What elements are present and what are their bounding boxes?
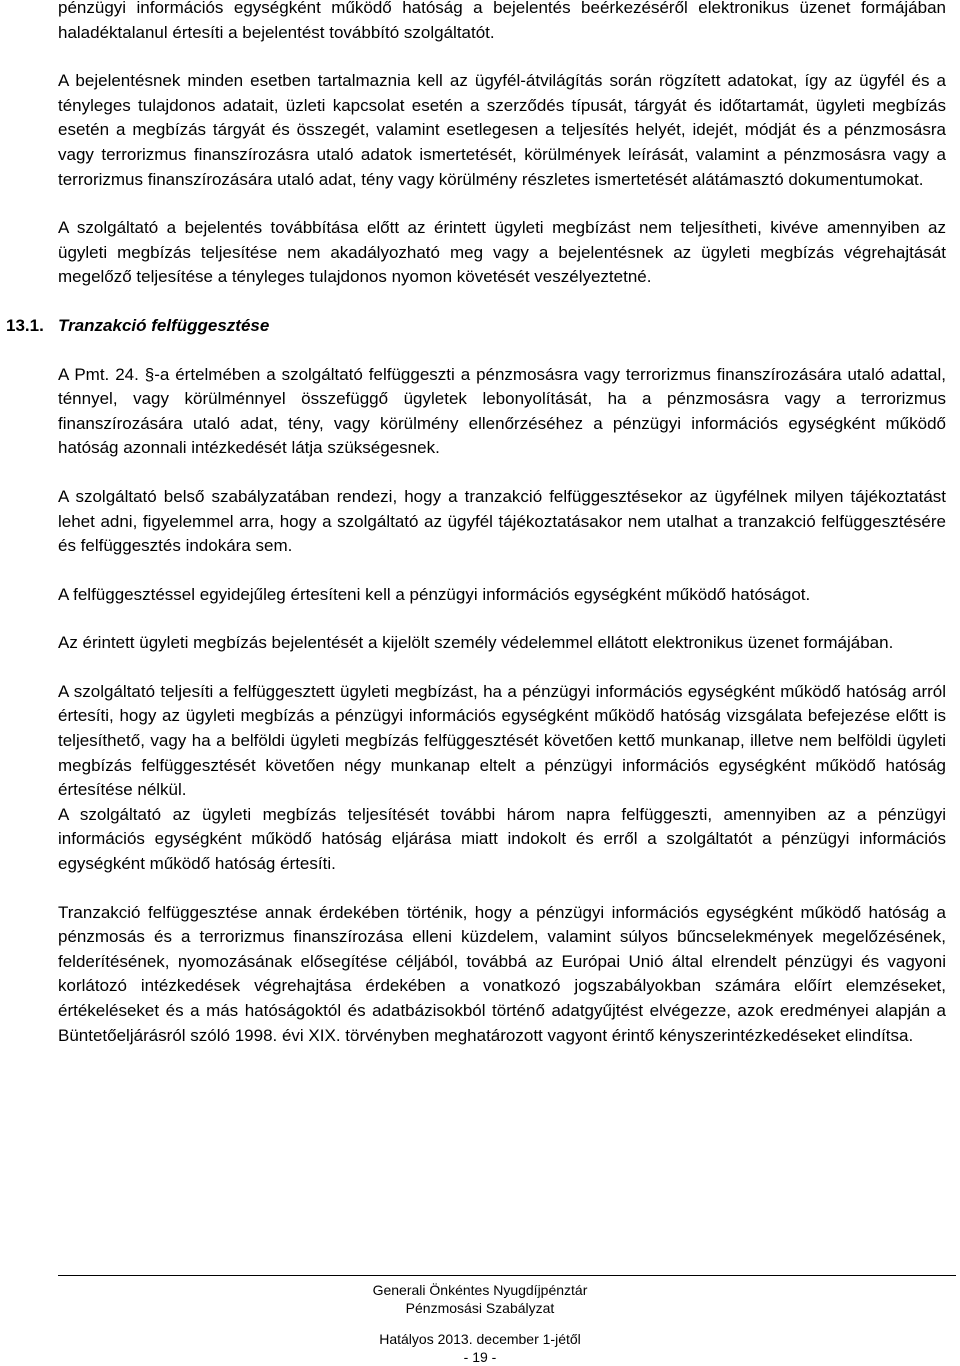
paragraph-completion-conditions: A szolgáltató teljesíti a felfüggesztett ügyleti megbízást, ha a pénzügyi információs egységként működő hatóság arról értesíti, hogy az ügyleti megbízás a pénzügyi információs egységként működő hatóság vizsgálata befejezése előtt is teljesíthető, vagy ha a belföldi ügyleti megbízás felfüggesztését követően kettő munkanap, illetve nem belföldi ügyleti megbízás felfüggesztését követően négy munkanap eltelt a pénzügyi információs egységként működő hatóság értesítése nélkül. [58,681,946,800]
page-number: - 19 - [463,1349,497,1365]
paragraph-authority-notification: A felfüggesztéssel egyidejűleg értesíteni kell a pénzügyi információs egységként működő hatóságot. [58,584,811,604]
footer-divider [58,1275,956,1276]
document-body [6,0,946,1048]
paragraph-client-information: A szolgáltató belső szabályzatában rendezi, hogy a tranzakció felfüggesztésekor az ügyfélnek milyen tájékoztatást lehet adni, figyelemmel arra, hogy a szolgáltató az ügyfél tájékoztatásakor nem utalhat a tranzakció felfüggesztésére és felfüggesztés indokára sem. [58,486,946,556]
paragraph-extended-suspension: A szolgáltató az ügyleti megbízás teljesítését további három napra felfüggeszti, amennyiben az a pénzügyi információs egységként működő hatóság eljárása miatt indokolt és erről a szolgáltatót a pénzügyi információs egységként működő hatóság értesíti. [58,804,946,874]
paragraph-suspension-purpose: Tranzakció felfüggesztése annak érdekében történik, hogy a pénzügyi információs egységként működő hatóság a pénzmosás és a terrorizmus finanszírozása elleni küzdelem, valamint súlyos bűncselekmények megelőzésének, felderítésének, nyomozásának elősegítése céljából, továbbá az Európai Unió által elrendelt pénzügyi és vagyoni korlátozó intézkedések végrehajtása érdekében a vonatkozó jogszabályokban számára előírt elemzéseket, értékeléseket és a más hatóságoktól és adatbázisokból történő adatgyűjtést elvégezze, azok eredményei alapján a Büntetőeljárásról szóló 1998. évi XIX. törvényben meghatározott vagyont érintő kényszerintézkedéseket elindítsa. [58,902,946,1045]
footer-document-title: Pénzmosási Szabályzat [405,1300,555,1316]
footer-organization: Generali Önkéntes Nyugdíjpénztár [372,1282,588,1298]
section-title: Tranzakció felfüggesztése [58,315,270,335]
section-heading [6,314,946,339]
paragraph-suspension-rule: A Pmt. 24. §-a értelmében a szolgáltató felfüggeszti a pénzmosásra vagy terrorizmus finanszírozására utaló adattal, ténnyel, vagy körülménnyel összefüggő ügyletek lebonyolítását, ha a pénzmosásra vagy a terrorizmus finanszírozására utaló adat, tény, vagy körülmény ellenőrzéséhez a pénzügyi információs egységként működő hatóság azonnali intézkedését látja szükségesnek. [58,364,946,458]
paragraph-notification: pénzügyi információs egységként működő hatóság a bejelentés beérkezéséről elektronikus üzenet formájában haladéktalanul értesíti a bejelentést továbbító szolgáltatót. [58,0,946,42]
section-number: 13.1. [6,315,44,335]
paragraph-secure-message: Az érintett ügyleti megbízás bejelentését a kijelölt személy védelemmel ellátott elektronikus üzenet formájában. [58,633,894,653]
paragraph-forwarding-restriction: A szolgáltató a bejelentés továbbítása előtt az érintett ügyleti megbízást nem teljesítheti, kivéve amennyiben az ügyleti megbízás teljesítése nem akadályozható meg vagy a bejelentésnek az ügyleti megbízás végrehajtását megelőző teljesítése a tényleges tulajdonos nyomon követését veszélyeztetné. [58,218,946,287]
footer-effective-date: Hatályos 2013. december 1-jétől [379,1331,581,1347]
paragraph-report-contents: A bejelentésnek minden esetben tartalmaznia kell az ügyfél-átvilágítás során rögzített adatokat, így az ügyfél és a tényleges tulajdonos adatait, üzleti kapcsolat esetén a szerződés típusát, tárgyát és időtartamát, ügyleti megbízás esetén a megbízás tárgyát és összegét, valamint esetlegesen a teljesítés helyét, idejét, módját és a pénzmosásra vagy terrorizmus finanszírozásra utaló adatok ismertetését, körülmények leírását, valamint a pénzmosásra vagy a terrorizmus finanszírozására utaló adat, tény vagy körülmény részletes ismertetését alátámasztó dokumentumokat. [58,71,946,189]
